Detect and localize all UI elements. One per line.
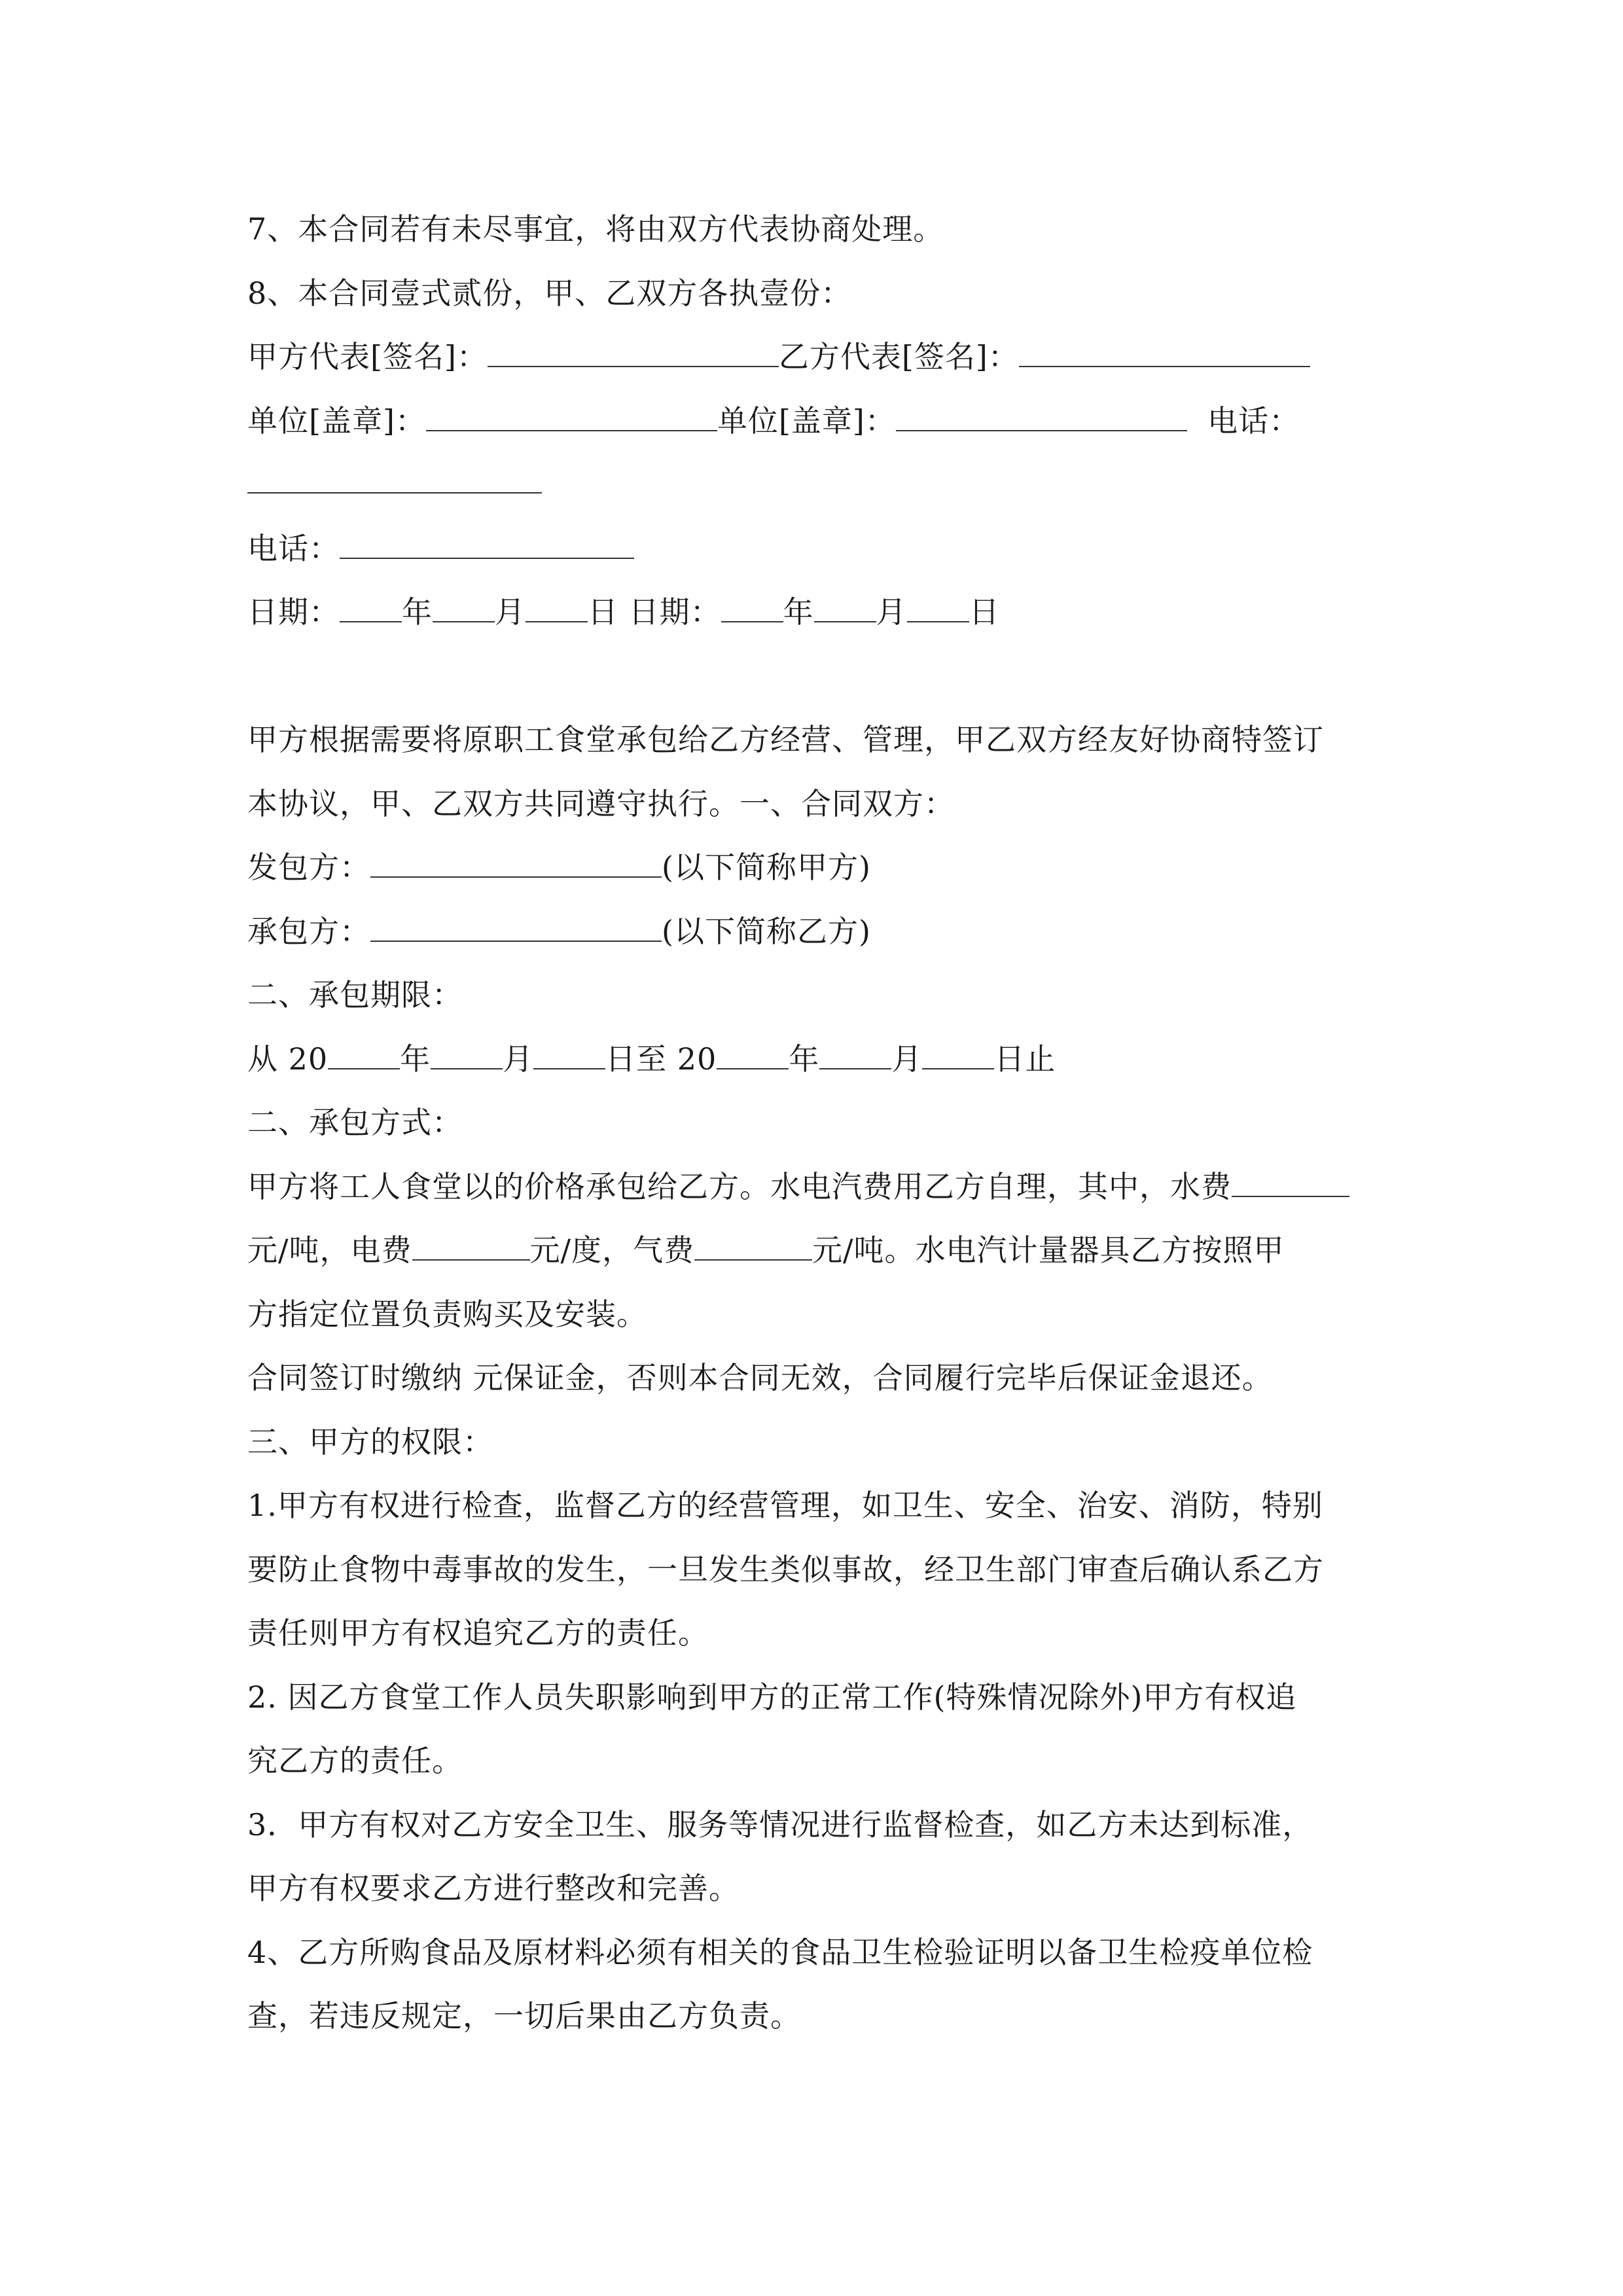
contractor-row bbox=[247, 836, 1380, 900]
party-a-seal-blank bbox=[426, 403, 717, 431]
method-line-1 bbox=[247, 1155, 1380, 1219]
party-a-day-blank bbox=[526, 594, 588, 622]
term-start-year: 年 bbox=[400, 1041, 431, 1077]
party-a-month-blank bbox=[433, 594, 495, 622]
term-heading: 二、承包期限： bbox=[247, 977, 463, 1013]
contractor-label: 发包方： bbox=[247, 850, 370, 885]
party-a-date-label: 日期： bbox=[247, 594, 340, 630]
clause-7: 7、本合同若有未尽事宜，将由双方代表协商处理。 bbox=[247, 211, 944, 247]
contractee-blank bbox=[370, 913, 662, 942]
term-start-month: 月 bbox=[503, 1041, 534, 1077]
party-b-signature-label: 乙方代表[签名]： bbox=[778, 339, 1019, 374]
party-b-month-blank bbox=[814, 594, 876, 622]
right-1-line-1: 1.甲方有权进行检查，监督乙方的经营管理，如卫生、安全、治安、消防，特别 bbox=[247, 1488, 1323, 1523]
signature-row bbox=[247, 325, 1380, 389]
contractor-blank bbox=[370, 849, 662, 878]
term-start-day-blank bbox=[533, 1041, 605, 1069]
document-body bbox=[247, 198, 1380, 2049]
term-start-year-blank bbox=[328, 1041, 400, 1069]
contractee-row bbox=[247, 900, 1380, 964]
rights-heading: 三、甲方的权限： bbox=[247, 1424, 493, 1460]
party-b-year: 年 bbox=[783, 594, 814, 630]
party-b-seal-blank bbox=[896, 403, 1187, 431]
party-a-month: 月 bbox=[495, 594, 526, 630]
electricity-unit: 元/度，气费 bbox=[529, 1232, 694, 1268]
party-a-year-blank bbox=[340, 594, 402, 622]
party-b-phone-row bbox=[247, 517, 1380, 581]
seal-row bbox=[247, 389, 1380, 454]
method-line-1-text: 甲方将工人食堂以的价格承包给乙方。水电汽费用乙方自理，其中，水费 bbox=[247, 1168, 1232, 1204]
electricity-fee-blank bbox=[412, 1232, 530, 1261]
water-fee-blank bbox=[1232, 1168, 1349, 1197]
term-to: 日至 20 bbox=[605, 1041, 717, 1077]
water-unit: 元/吨，电费 bbox=[247, 1232, 412, 1268]
term-end-month: 月 bbox=[891, 1041, 923, 1077]
party-a-phone-label: 电话： bbox=[1207, 403, 1300, 439]
term-end-month-blank bbox=[819, 1041, 891, 1069]
right-1-line-3: 责任则甲方有权追究乙方的责任。 bbox=[247, 1615, 709, 1651]
clause-8: 8、本合同壹式贰份，甲、乙双方各执壹份： bbox=[247, 275, 852, 311]
party-b-phone-blank bbox=[340, 530, 634, 559]
method-line-3: 方指定位置负责购买及安装。 bbox=[247, 1296, 647, 1332]
method-line-2 bbox=[247, 1219, 1380, 1283]
party-a-day: 日 bbox=[588, 594, 618, 630]
section-gap bbox=[247, 645, 1380, 709]
party-a-signature-label: 甲方代表[签名]： bbox=[247, 339, 488, 374]
term-end: 日止 bbox=[994, 1041, 1056, 1077]
right-3-line-2: 甲方有权要求乙方进行整改和完善。 bbox=[247, 1871, 740, 1906]
party-b-date-label: 日期： bbox=[628, 594, 721, 630]
party-a-phone-row bbox=[247, 453, 1380, 517]
term-end-year-blank bbox=[717, 1041, 789, 1069]
party-b-year-blank bbox=[721, 594, 783, 622]
party-b-phone-label: 电话： bbox=[247, 530, 340, 566]
party-a-year: 年 bbox=[402, 594, 433, 630]
party-a-seal-label: 单位[盖章]： bbox=[247, 403, 426, 439]
party-b-month: 月 bbox=[876, 594, 907, 630]
right-2-line-1: 2. 因乙方食堂工作人员失职影响到甲方的正常工作(特殊情况除外)甲方有权追 bbox=[247, 1679, 1297, 1715]
gas-unit: 元/吨。水电汽计量器具乙方按照甲 bbox=[812, 1232, 1285, 1268]
date-row bbox=[247, 581, 1380, 645]
term-end-year: 年 bbox=[789, 1041, 820, 1077]
deposit-line: 合同签订时缴纳 元保证金，否则本合同无效，合同履行完毕后保证金退还。 bbox=[247, 1360, 1273, 1395]
contractor-suffix: (以下简称甲方) bbox=[662, 850, 871, 885]
party-b-seal-label: 单位[盖章]： bbox=[717, 403, 896, 439]
term-from: 从 20 bbox=[247, 1041, 329, 1077]
contractee-label: 承包方： bbox=[247, 913, 370, 949]
party-b-signature-blank bbox=[1019, 338, 1310, 367]
gas-fee-blank bbox=[694, 1232, 812, 1261]
term-row bbox=[247, 1028, 1380, 1092]
intro-line-2: 本协议，甲、乙双方共同遵守执行。一、合同双方： bbox=[247, 785, 955, 821]
right-4-line-1: 4、乙方所购食品及原材料必须有相关的食品卫生检验证明以备卫生检疫单位检 bbox=[247, 1934, 1313, 1970]
party-b-day: 日 bbox=[969, 594, 1000, 630]
term-end-day-blank bbox=[922, 1041, 994, 1069]
right-1-line-2: 要防止食物中毒事故的发生，一旦发生类似事故，经卫生部门审查后确认系乙方 bbox=[247, 1551, 1324, 1587]
right-2-line-2: 究乙方的责任。 bbox=[247, 1743, 463, 1778]
right-3-line-1: 3．甲方有权对乙方安全卫生、服务等情况进行监督检查，如乙方未达到标准， bbox=[247, 1806, 1313, 1842]
intro-line-1: 甲方根据需要将原职工食堂承包给乙方经营、管理，甲乙双方经友好协商特签订 bbox=[247, 722, 1324, 757]
contractee-suffix: (以下简称乙方) bbox=[662, 913, 871, 949]
party-a-signature-blank bbox=[488, 338, 779, 367]
term-start-month-blank bbox=[431, 1041, 503, 1069]
right-4-line-2: 查，若违反规定，一切后果由乙方负责。 bbox=[247, 1998, 801, 2034]
party-b-day-blank bbox=[907, 594, 969, 622]
party-a-phone-blank bbox=[247, 465, 542, 493]
method-heading: 二、承包方式： bbox=[247, 1105, 463, 1140]
